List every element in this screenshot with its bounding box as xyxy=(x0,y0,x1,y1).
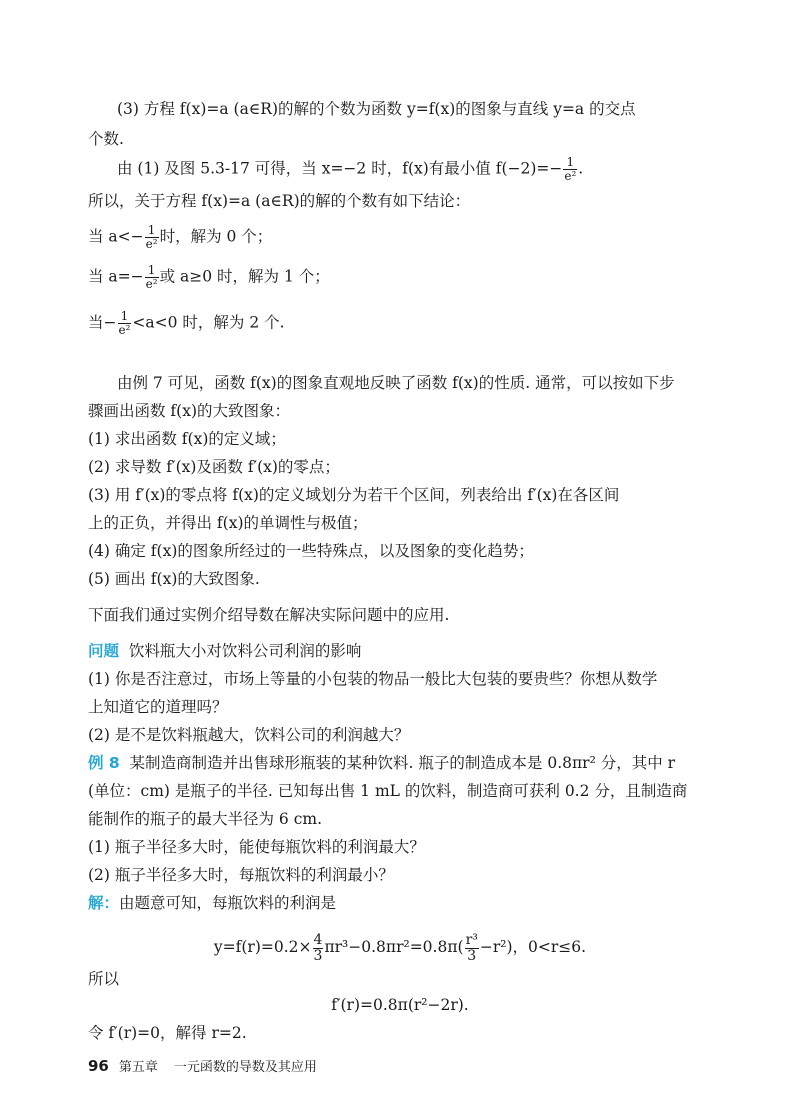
formula-derivative: f′(r)=0.8π(r²−2r). xyxy=(331,996,469,1014)
text-line xyxy=(88,310,285,337)
example-label: 例 8 xyxy=(88,754,120,772)
fraction-numerator: 1 xyxy=(563,156,577,170)
fraction-denominator: 3 xyxy=(313,947,323,964)
text-span: <a<0 时，解为 2 个. xyxy=(132,313,285,332)
fraction-numerator: 1 xyxy=(118,310,132,324)
solution-label: 解： xyxy=(88,894,120,912)
fraction xyxy=(465,933,479,964)
text-line: (2) 瓶子半径多大时，每瓶饮料的利润最小？ xyxy=(88,866,394,884)
problem-title: 饮料瓶大小对饮料公司利润的影响 xyxy=(128,642,362,660)
text-line: (2) 求导数 f′(x)及函数 f′(x)的零点； xyxy=(88,458,340,476)
text-line: 个数. xyxy=(88,130,124,148)
text-line: (单位：cm) 是瓶子的半径. 已知每出售 1 mL 的饮料，制造商可获利 0.2 分，且制造商 xyxy=(88,782,688,800)
fraction xyxy=(118,310,132,337)
text-span: 某制造商制造并出售球形瓶装的某种饮料. 瓶子的制造成本是 0.8πr² 分，其中 r xyxy=(129,754,676,772)
text-line: 令 f′(r)=0，解得 r=2. xyxy=(88,1024,247,1042)
page-footer xyxy=(88,1056,317,1075)
text-line: 骤画出函数 f(x)的大致图象： xyxy=(88,402,291,420)
formula-span: y=f(r)=0.2× xyxy=(213,938,312,956)
text-line: 所以，关于方程 f(x)=a (a∈R)的解的个数有如下结论： xyxy=(88,192,471,210)
text-line: 所以 xyxy=(88,970,120,988)
formula-span: −r²)，0<r≤6. xyxy=(479,938,587,956)
problem-heading xyxy=(88,640,361,662)
solution-line xyxy=(88,892,336,914)
fraction-numerator: r³ xyxy=(465,931,478,948)
fraction-numerator: 4 xyxy=(313,931,323,948)
example-heading xyxy=(88,752,675,774)
fraction-numerator: 1 xyxy=(145,264,159,278)
text-span: 当− xyxy=(88,313,117,332)
text-line: (4) 确定 f(x)的图象所经过的一些特殊点，以及图象的变化趋势； xyxy=(88,542,534,560)
fraction-denominator: e² xyxy=(145,237,158,251)
text-line: (2) 是不是饮料瓶越大，饮料公司的利润越大？ xyxy=(88,726,410,744)
fraction-denominator: e² xyxy=(145,277,158,291)
formula-span: πr³−0.8πr²=0.8π( xyxy=(324,938,464,956)
text-line: (3) 用 f′(x)的零点将 f(x)的定义域划分为若干个区间，列表给出 f′(x)在各区间 xyxy=(88,486,620,504)
chapter-label: 第五章 xyxy=(118,1060,158,1075)
text-line: 由 (1) 及图 5.3-17 可得，当 x=−2 时，f(x)有最小值 f(−2)=− $\frac{1}{\text{e²}}$ . xyxy=(117,155,584,183)
text-line: (1) 瓶子半径多大时，能使每瓶饮料的利润最大？ xyxy=(88,838,425,856)
text-line: 上的正负，并得出 f(x)的单调性与极值； xyxy=(88,514,368,532)
text-line: 由例 7 可见，函数 f(x)的图象直观地反映了函数 f(x)的性质. 通常，可以按如下步 xyxy=(117,374,675,392)
text-line xyxy=(88,264,330,291)
text-span: 时，解为 0 个； xyxy=(159,227,273,246)
text-line: 下面我们通过实例介绍导数在解决实际问题中的应用. xyxy=(88,606,450,624)
formula-profit xyxy=(0,930,800,964)
page-number: 96 xyxy=(88,1057,109,1075)
fraction xyxy=(313,933,324,964)
problem-label: 问题 xyxy=(88,642,120,660)
fraction-denominator: e² xyxy=(118,323,131,337)
text-line: (3) 方程 f(x)=a (a∈R)的解的个数为函数 y=f(x)的图象与直线 y=a 的交点 xyxy=(117,100,636,118)
text-line: (5) 画出 f(x)的大致图象. xyxy=(88,570,260,588)
fraction-denominator: e² xyxy=(564,169,577,183)
fraction-numerator: 1 xyxy=(145,224,159,238)
text-line: (1) 你是否注意过，市场上等量的小包装的物品一般比大包装的要贵些？你想从数学 xyxy=(88,670,658,688)
text-line: 上知道它的道理吗？ xyxy=(88,698,228,716)
text-span: 由 (1) 及图 5.3-17 可得，当 x=−2 时，f(x)有最小值 f(−2)=− xyxy=(117,159,563,178)
fraction xyxy=(563,156,577,183)
text-span: 当 a<− xyxy=(88,227,144,246)
text-line: (1) 求出函数 f(x)的定义域； xyxy=(88,430,286,448)
text-line: 能制作的瓶子的最大半径为 6 cm. xyxy=(88,810,323,828)
fraction xyxy=(145,264,159,291)
text-span: 当 a=− xyxy=(88,267,144,286)
text-line xyxy=(88,224,272,251)
fraction xyxy=(145,224,159,251)
text-span: 由题意可知，每瓶饮料的利润是 xyxy=(119,894,337,912)
text-span: 或 a≥0 时，解为 1 个； xyxy=(159,267,330,286)
chapter-title: 一元函数的导数及其应用 xyxy=(173,1060,317,1075)
fraction-denominator: 3 xyxy=(467,947,477,964)
